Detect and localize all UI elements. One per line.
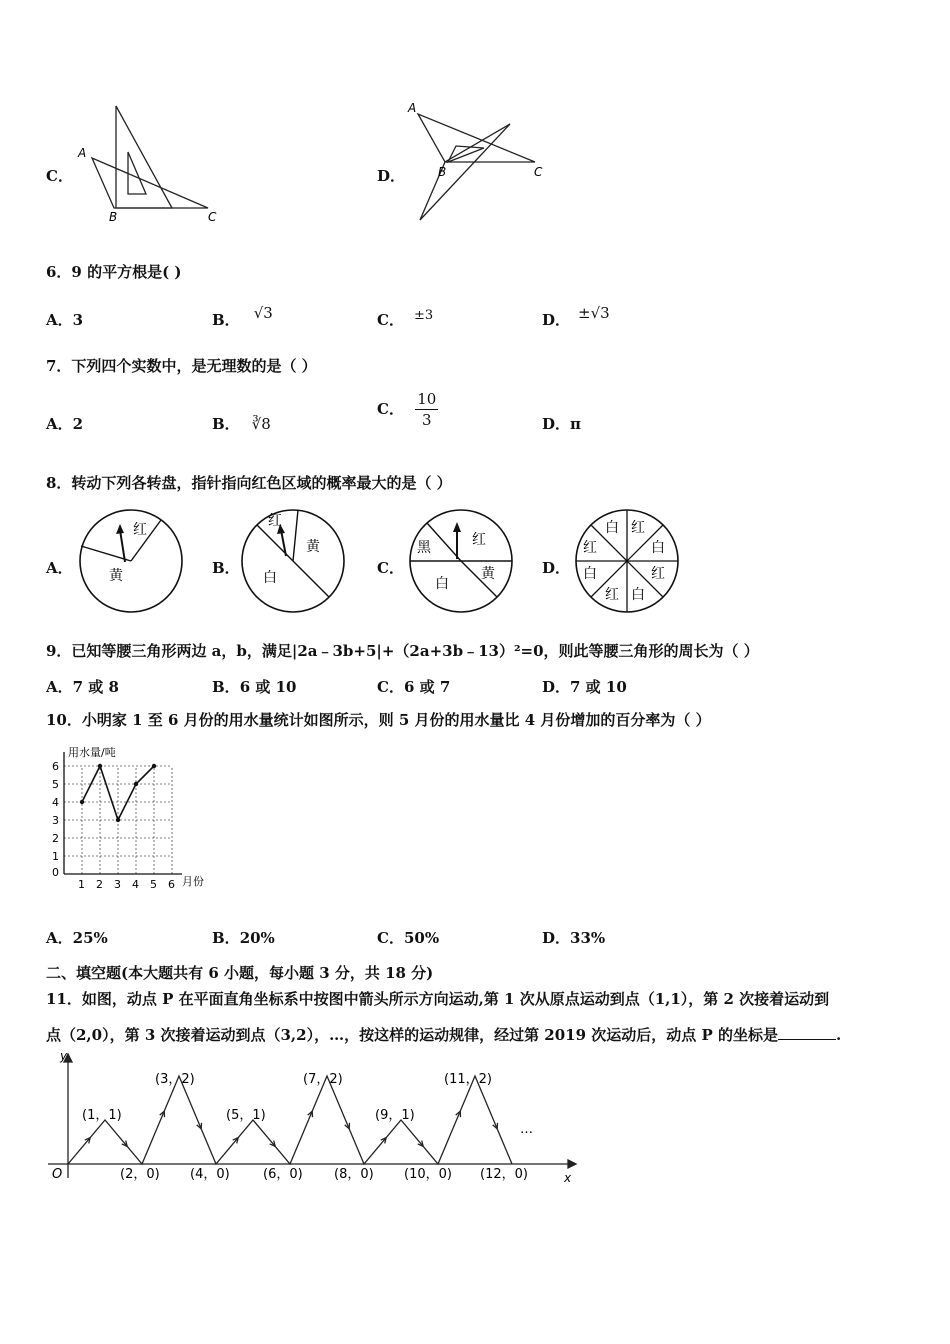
q6-option-a-value: 3 [72, 311, 84, 329]
q6-option-c-value: ±3 [413, 308, 434, 323]
q5-option-c-label: C． [46, 167, 73, 185]
q8-option-a-label[interactable]: A． [46, 559, 73, 577]
q8d-region-2: 红 [631, 520, 645, 536]
q5c-label-c: C [208, 210, 217, 224]
q7-option-a-value: 2 [72, 415, 84, 433]
q10-point-month-4 [134, 782, 138, 786]
q11-label-1-1: (1，1) [82, 1108, 122, 1123]
q10-xtick-5: 5 [150, 878, 157, 891]
q8-option-c-label[interactable]: C． [377, 559, 404, 577]
q9-option-d[interactable] [542, 676, 627, 697]
q8-spinner-c [405, 506, 517, 616]
q5c-triangle [92, 158, 208, 208]
q11-origin-label: O [52, 1167, 63, 1182]
q8a-region-red: 红 [133, 522, 147, 538]
q7-option-d[interactable] [542, 413, 581, 434]
q10-ytick-6: 6 [52, 760, 59, 773]
section2-heading: 二、填空题(本大题共有 6 小题，每小题 3 分，共 18 分) [46, 964, 434, 982]
q10-option-c-value: 50% [403, 929, 440, 947]
q6-option-c[interactable] [377, 303, 434, 329]
q8b-region-yellow: 黄 [306, 539, 320, 555]
q11-label-4-0: (4，0) [190, 1167, 230, 1182]
q10-xtick-6: 6 [168, 878, 175, 891]
q10-option-d[interactable] [542, 927, 605, 948]
q10-point-month-3 [116, 818, 120, 822]
q10-option-b-value: 20% [239, 929, 275, 947]
q8d-region-1: 白 [605, 520, 619, 536]
q8b-region-white: 白 [263, 570, 277, 586]
q8-spinner-b [238, 506, 348, 616]
q10-option-a-value: 25% [72, 929, 108, 947]
q6-option-c-label: C． [377, 311, 404, 329]
q11-answer-blank[interactable] [778, 1025, 836, 1040]
q9-stem: 9．已知等腰三角形两边 a，b，满足|2a﹣3b+5|+（2a+3b﹣13）²=0，则此等腰三角形的周长为（ ） [46, 642, 759, 660]
q10-option-b[interactable] [212, 927, 275, 948]
q10-stem: 10．小明家 1 至 6 月份的用水量统计如图所示，则 5 月份的用水量比 4 月份增加的百分率为（ ） [46, 711, 711, 729]
q7-option-d-value: π [570, 415, 581, 433]
q5-figure-d [400, 96, 560, 226]
q11-ellipsis: … [520, 1122, 533, 1137]
q8b-region-red: 红 [268, 513, 282, 529]
q5c-label-b: B [109, 210, 118, 224]
q10-chart-ticks [52, 760, 175, 891]
q8d-region-6: 红 [651, 566, 665, 582]
q5c-label-a: A [78, 146, 87, 160]
q8c-region-red: 红 [472, 532, 486, 548]
q5d-label-c: C [534, 165, 543, 179]
q11-stem-line2 [46, 1024, 841, 1045]
q11-zigzag-figure [40, 1048, 580, 1188]
q10-ytick-2: 2 [52, 832, 59, 845]
q10-option-a[interactable] [46, 927, 108, 948]
q5d-label-b: B [438, 165, 447, 179]
q11-label-5-1: (5，1) [226, 1108, 266, 1123]
q7-option-a-label: A． [46, 415, 73, 433]
q6-option-b[interactable] [212, 302, 273, 329]
q11-stem-period: . [836, 1026, 842, 1044]
q10-option-a-label: A． [46, 929, 73, 947]
q7-option-b[interactable] [212, 413, 271, 434]
q10-option-b-label: B． [212, 929, 240, 947]
q5d-set-square-outer [420, 124, 510, 220]
q6-option-d-value: ±√3 [578, 304, 610, 322]
q11-stem-line2-text: 点（2,0），第 3 次接着运动到点（3,2），…，按这样的运动规律，经过第 2019 次运动后，动点 P 的坐标是 [46, 1026, 778, 1044]
q9-option-d-value: 7 或 10 [570, 678, 627, 696]
q8-spinner-d [571, 506, 683, 616]
q5d-triangle [418, 114, 535, 162]
q6-option-b-label: B． [212, 311, 240, 329]
q8c-region-yellow: 黄 [481, 566, 495, 582]
q10-chart-xlabel: 月份 [182, 875, 204, 888]
q8a-region-yellow: 黄 [109, 568, 123, 584]
q6-stem: 6．9 的平方根是( ) [46, 263, 182, 281]
q9-option-b-label: B． [212, 678, 240, 696]
q5d-label-a: A [408, 101, 417, 115]
q10-xtick-1: 1 [78, 878, 85, 891]
q10-option-c-label: C． [377, 929, 404, 947]
q7-option-b-value: ∛8 [251, 415, 271, 433]
q5d-set-square-inner [448, 146, 484, 162]
q5-option-d-label: D． [377, 167, 406, 185]
q7-option-c-numerator: 10 [417, 390, 437, 408]
q11-label-3-2: (3，2) [155, 1072, 195, 1087]
q8d-region-4: 白 [651, 540, 665, 556]
q11-label-9-1: (9，1) [375, 1108, 415, 1123]
q5c-set-square-inner [128, 152, 146, 194]
q9-option-c-label: C． [377, 678, 404, 696]
q11-label-12-0: (12，0) [480, 1167, 528, 1182]
q5c-set-square-outer [116, 106, 172, 208]
q9-option-d-label: D． [542, 678, 571, 696]
q6-option-a[interactable] [46, 309, 83, 330]
q8-option-b-label[interactable]: B． [212, 559, 240, 577]
q10-chart-ylabel: 用水量/吨 [68, 746, 116, 759]
q8c-region-white: 白 [435, 576, 449, 592]
q9-option-b-value: 6 或 10 [239, 678, 297, 696]
q5-figure-c [74, 100, 234, 230]
q10-ytick-3: 3 [52, 814, 59, 827]
q11-label-6-0: (6，0) [263, 1167, 303, 1182]
q10-water-usage-chart [46, 744, 216, 894]
q8d-region-3: 红 [583, 540, 597, 556]
q10-option-c[interactable] [377, 927, 439, 948]
q11-x-label: x [564, 1171, 572, 1185]
q10-option-d-label: D． [542, 929, 571, 947]
q8d-region-8: 白 [631, 587, 645, 603]
q10-xtick-4: 4 [132, 878, 139, 891]
q7-option-b-label: B． [212, 415, 240, 433]
q11-stem-line1: 11．如图，动点 P 在平面直角坐标系中按图中箭头所示方向运动,第 1 次从原点运动到点（1,1），第 2 次接着运动到 [46, 990, 830, 1008]
q8-option-d-label[interactable]: D． [542, 559, 571, 577]
q11-label-10-0: (10，0) [404, 1167, 452, 1182]
q11-zigzag-line [68, 1076, 512, 1164]
q10-ytick-5: 5 [52, 778, 59, 791]
q8c-region-black: 黑 [417, 540, 431, 556]
q11-label-7-2: (7，2) [303, 1072, 343, 1087]
q10-ytick-1: 1 [52, 850, 59, 863]
q10-point-month-1 [80, 800, 84, 804]
q11-label-11-2: (11，2) [444, 1072, 492, 1087]
q7-stem: 7．下列四个实数中，是无理数的是（ ） [46, 357, 317, 375]
q8d-region-5: 白 [583, 566, 597, 582]
q8d-region-7: 红 [605, 587, 619, 603]
q10-point-month-5 [152, 764, 156, 768]
q6-option-a-label: A． [46, 311, 73, 329]
q8-stem: 8．转动下列各转盘，指针指向红色区域的概率最大的是（ ） [46, 474, 452, 492]
q7-option-c-label: C． [377, 399, 404, 418]
q9-option-a[interactable] [46, 676, 119, 697]
q10-xtick-3: 3 [114, 878, 121, 891]
q7-option-a[interactable] [46, 413, 83, 434]
q9-option-a-value: 7 或 8 [72, 678, 119, 696]
q11-label-2-0: (2，0) [120, 1167, 160, 1182]
q10-xtick-2: 2 [96, 878, 103, 891]
q11-y-label: y [60, 1049, 68, 1063]
q11-label-8-0: (8，0) [334, 1167, 374, 1182]
q11-x-axis-arrow-icon [568, 1160, 576, 1168]
q7-option-c-denominator: 3 [421, 411, 432, 429]
q9-option-b[interactable] [212, 676, 296, 697]
q6-option-d-label: D． [542, 311, 571, 329]
q7-option-d-label: D． [542, 415, 571, 433]
q9-option-c-value: 6 或 7 [403, 678, 451, 696]
q10-point-month-2 [98, 764, 102, 768]
q10-option-d-value: 33% [570, 929, 606, 947]
q10-xtick-0: 0 [52, 866, 59, 879]
q9-option-c[interactable] [377, 676, 450, 697]
q7-option-c[interactable] [377, 389, 438, 430]
q7-option-c-fraction [415, 389, 438, 430]
q11-path [68, 1076, 512, 1164]
q6-option-b-value: √3 [253, 304, 273, 322]
q8-spinner-a [76, 506, 186, 616]
q6-option-d[interactable] [542, 302, 610, 329]
q9-option-a-label: A． [46, 678, 73, 696]
q10-ytick-4: 4 [52, 796, 59, 809]
